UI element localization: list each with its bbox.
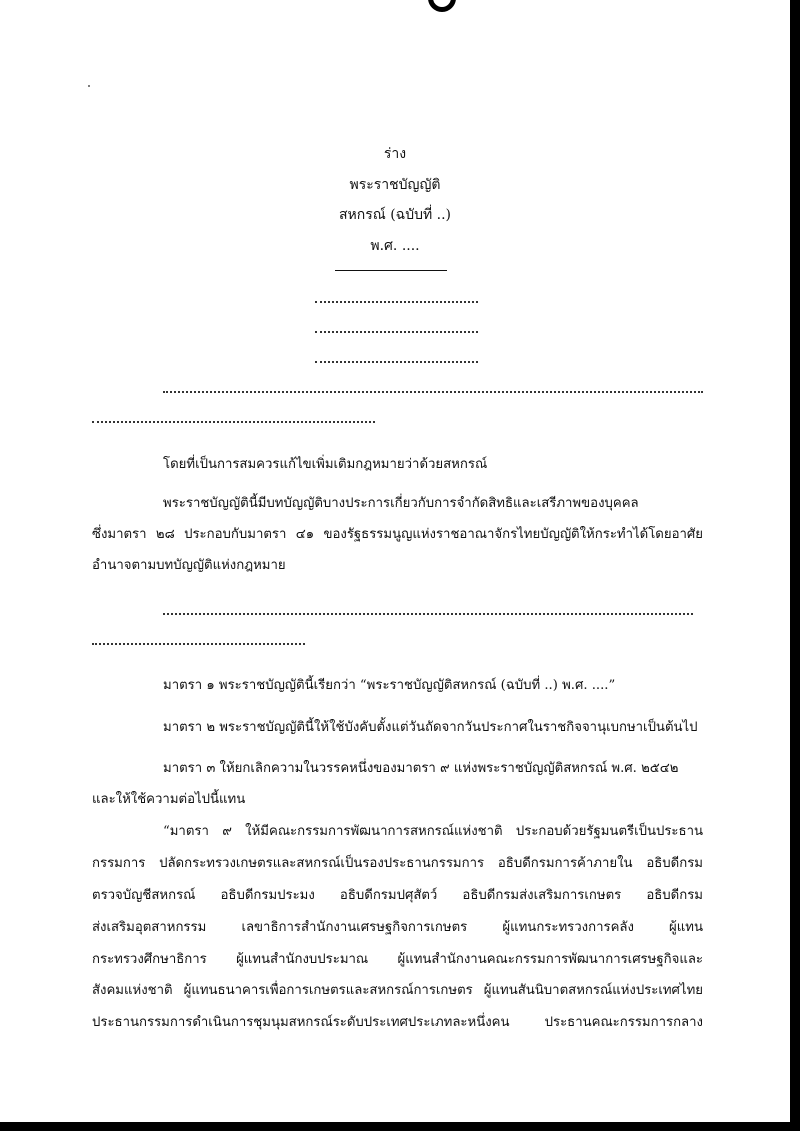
scan-edge-right: [790, 0, 800, 1131]
section-3-line-1: มาตรา ๓ ให้ยกเลิกความในวรรคหนึ่งของมาตรา ๙ แห่งพระราชบัญญัติสหกรณ์ พ.ศ. ๒๕๔๒: [163, 761, 679, 776]
section-9-line-6: สังคมแห่งชาติ ผู้แทนธนาคารเพื่อการเกษตรและสหกรณ์การเกษตร ผู้แทนสันนิบาตสหกรณ์แห่งประเทศไทย: [92, 983, 703, 998]
blank-dotted-line-5: [92, 421, 375, 423]
act-title: พระราชบัญญัติ: [349, 177, 441, 193]
section-9-line-2: กรรมการ ปลัดกระทรวงเกษตรและสหกรณ์เป็นรองประธานกรรมการ อธิบดีกรมการค้าภายใน อธิบดีกรม: [92, 856, 703, 871]
scan-edge-bottom: [0, 1122, 800, 1131]
blank-dotted-line-4: [163, 391, 703, 393]
draft-label: ร่าง: [383, 146, 407, 162]
blank-dotted-line-1: [315, 301, 478, 303]
section-3-line-2: และให้ใช้ความต่อไปนี้แทน: [92, 792, 246, 807]
section-9-line-7: ประธานกรรมการดำเนินการชุมนุมสหกรณ์ระดับประเทศประเภทละหนึ่งคน ประธานคณะกรรมการกลาง: [92, 1015, 703, 1030]
section-9-line-1: “มาตรา ๙ ให้มีคณะกรรมการพัฒนาการสหกรณ์แห่งชาติ ประกอบด้วยรัฐมนตรีเป็นประธาน: [163, 824, 703, 839]
section-9-line-3: ตรวจบัญชีสหกรณ์ อธิบดีกรมประมง อธิบดีกรมปศุสัตว์ อธิบดีกรมส่งเสริมการเกษตร อธิบดีกรม: [92, 888, 703, 903]
blank-dotted-line-2: [315, 331, 478, 333]
restriction-line-3: อำนาจตามบทบัญญัติแห่งกฎหมาย: [92, 558, 286, 573]
garuda-emblem-fragment: [418, 0, 468, 14]
title-underline: [335, 270, 447, 271]
blank-dotted-line-3: [315, 361, 478, 363]
blank-dotted-line-6: [163, 613, 693, 615]
blank-dotted-line-7: [92, 643, 305, 645]
section-9-line-5: กระทรวงศึกษาธิการ ผู้แทนสำนักงบประมาณ ผู้แทนสำนักงานคณะกรรมการพัฒนาการเศรษฐกิจและ: [92, 952, 703, 967]
restriction-line-2: ซึ่งมาตรา ๒๘ ประกอบกับมาตรา ๔๑ ของรัฐธรรมนูญแห่งราชอาณาจักรไทยบัญญัติให้กระทำได้โดยอาศัย: [92, 527, 703, 542]
preamble: โดยที่เป็นการสมควรแก้ไขเพิ่มเติมกฎหมายว่าด้วยสหกรณ์: [163, 457, 488, 472]
act-name: สหกรณ์ (ฉบับที่ ..): [338, 207, 452, 223]
section-1: มาตรา ๑ พระราชบัญญัตินี้เรียกว่า “พระราชบัญญัติสหกรณ์ (ฉบับที่ ..) พ.ศ. ....”: [163, 678, 616, 693]
restriction-line-1: พระราชบัญญัตินี้มีบทบัญญัติบางประการเกี่ยวกับการจำกัดสิทธิและเสรีภาพของบุคคล: [163, 496, 639, 511]
section-9-line-4: ส่งเสริมอุตสาหกรรม เลขาธิการสำนักงานเศรษฐกิจการเกษตร ผู้แทนกระทรวงการคลัง ผู้แทน: [92, 920, 703, 935]
act-year: พ.ศ. ....: [370, 238, 420, 254]
scan-speck: [88, 85, 90, 87]
section-2: มาตรา ๒ พระราชบัญญัตินี้ให้ใช้บังคับตั้งแต่วันถัดจากวันประกาศในราชกิจจานุเบกษาเป็นต้นไป: [163, 720, 698, 735]
